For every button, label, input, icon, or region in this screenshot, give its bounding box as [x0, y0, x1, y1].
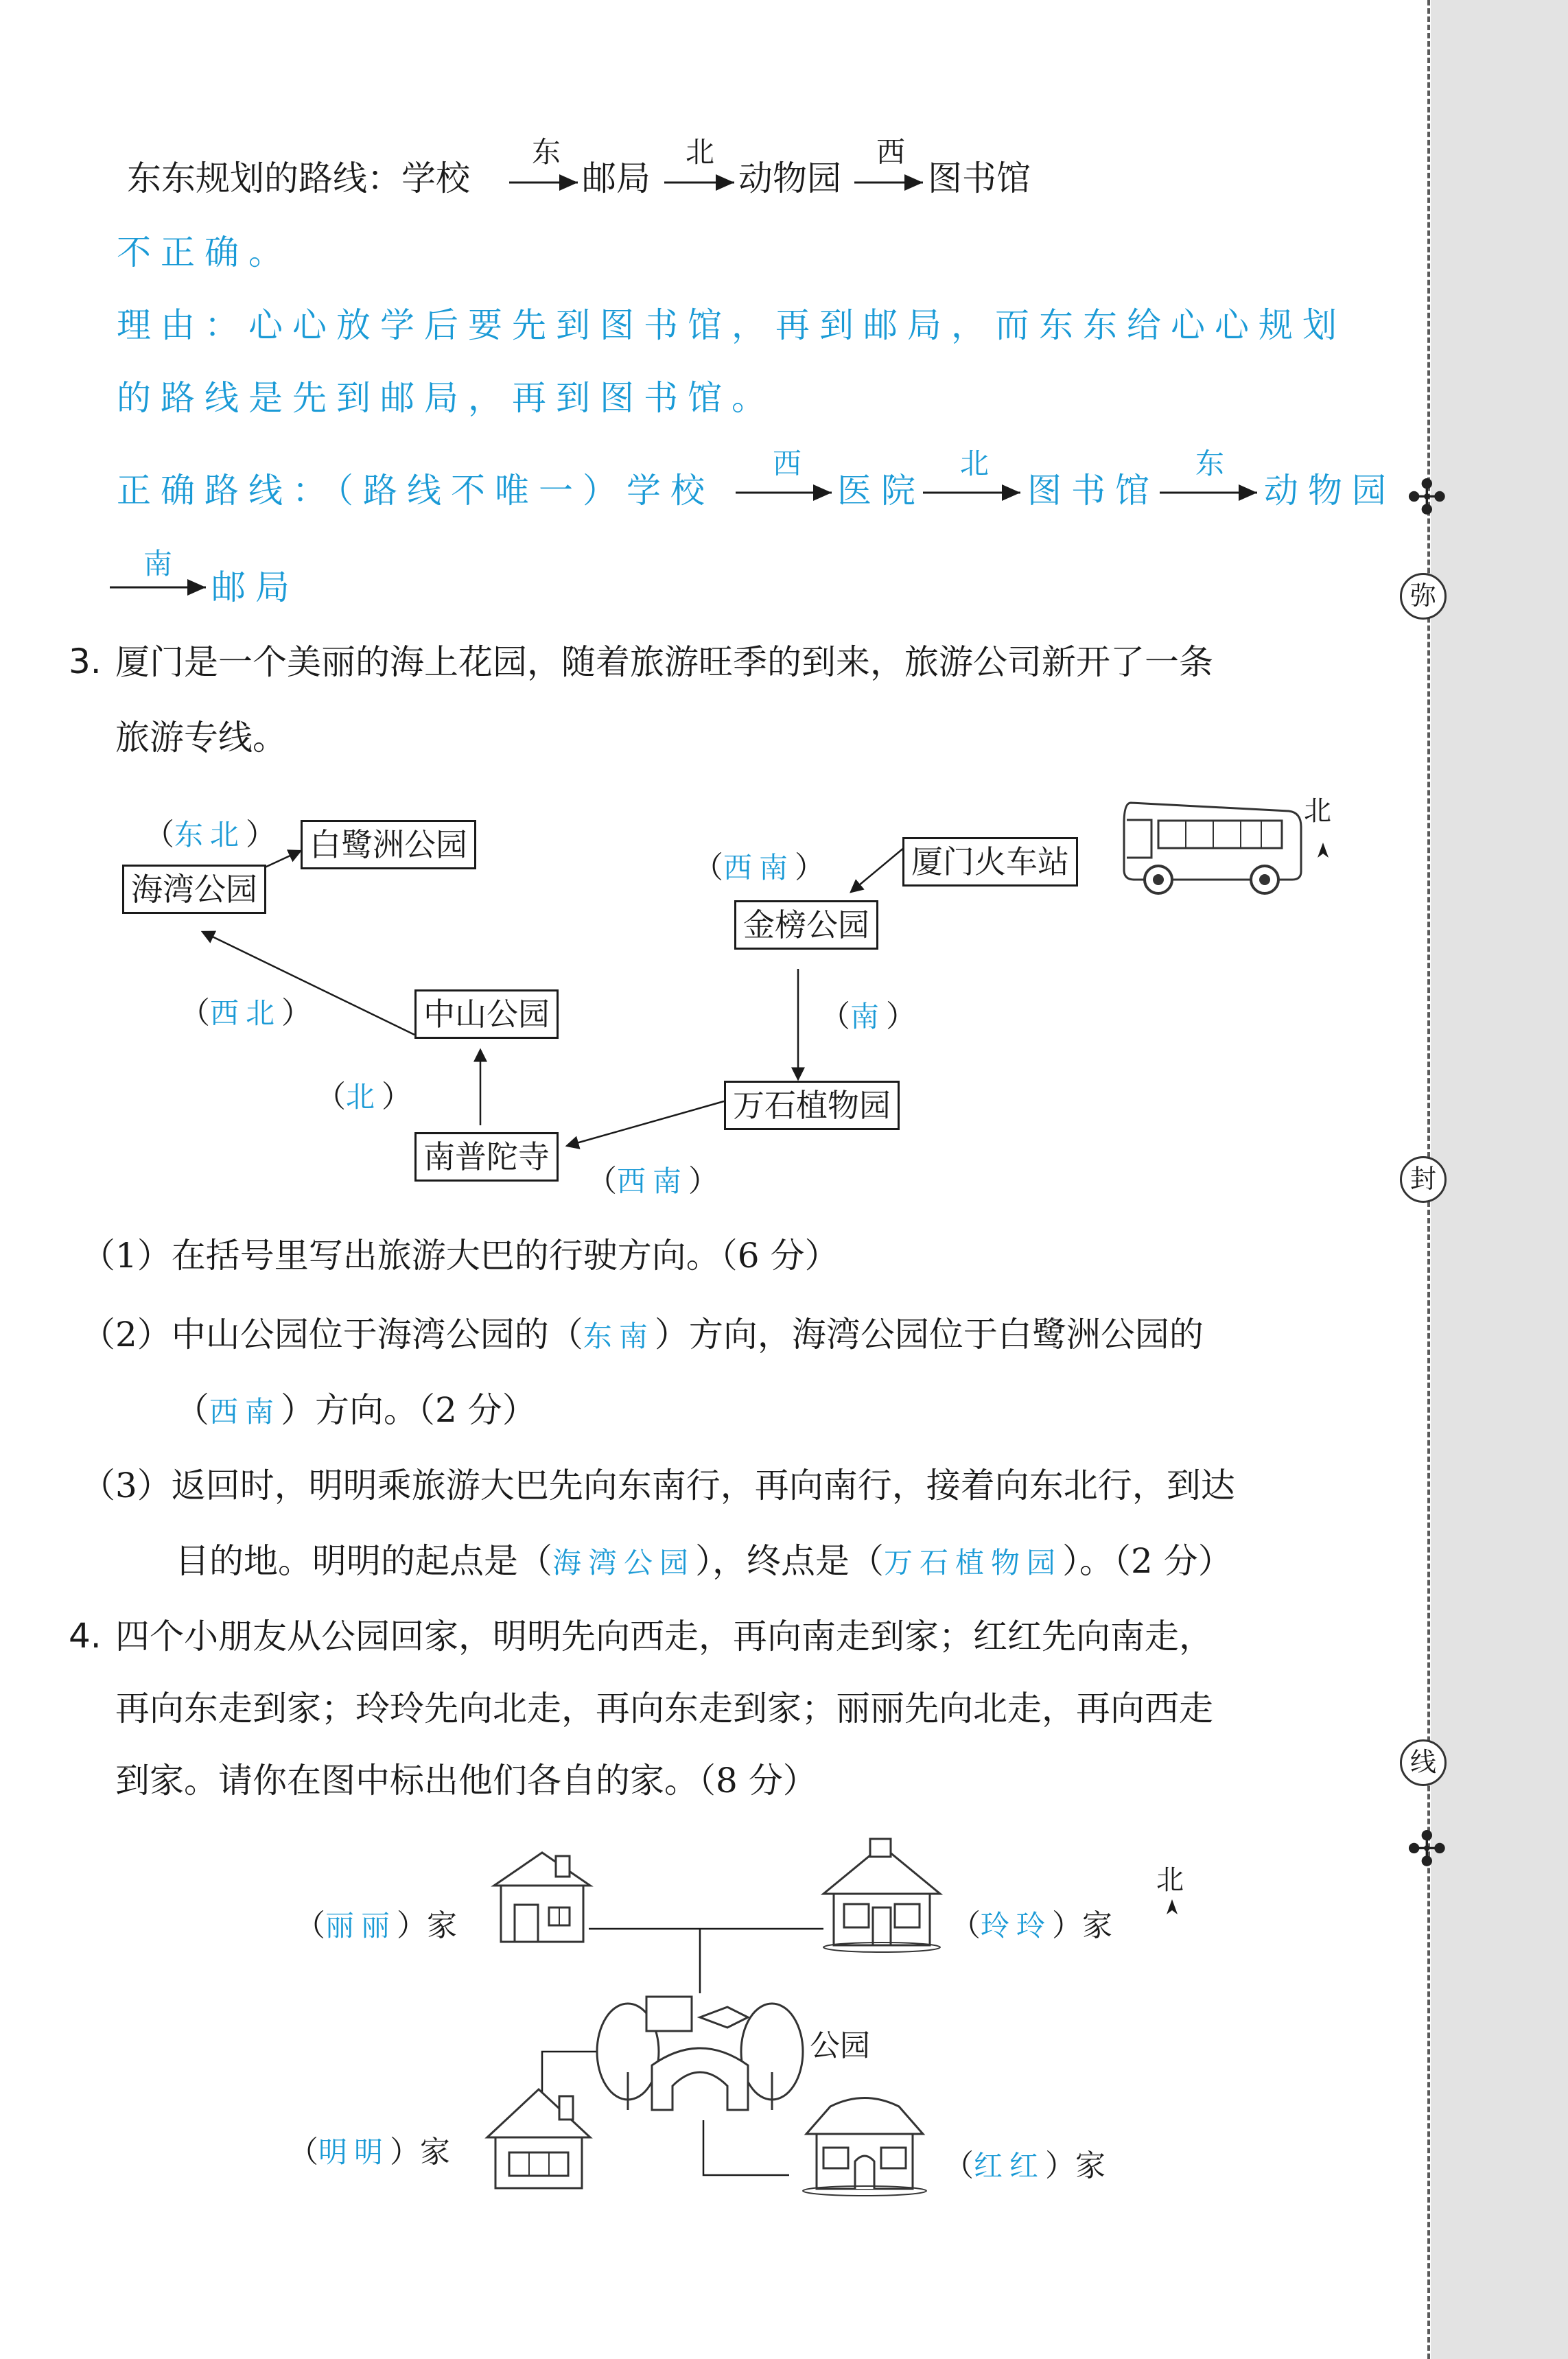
- q3-sub2-line2: （西南）方向。（2 分）: [175, 1390, 537, 1430]
- home-label-honghong: （红红）家: [944, 2148, 1106, 2183]
- answer-route-dir1: 西: [772, 447, 801, 480]
- answer-route-place4: 邮局: [211, 567, 299, 607]
- answer-route-place1: 医院: [837, 471, 925, 510]
- map-answer-nan: （南）: [820, 999, 917, 1034]
- q4-text-line3: 到家。请你在图中标出他们各自的家。（8 分）: [115, 1761, 817, 1800]
- north-arrow-icon-2: [1167, 1899, 1178, 1914]
- seal-mi: 弥: [1400, 573, 1447, 620]
- bus-icon: [1124, 803, 1301, 893]
- q3-sub3-line1: （3）返回时，明明乘旅游大巴先向东南行，再向南行，接着向东北行，到达: [81, 1466, 1235, 1505]
- map-answer-xinan2: （西南）: [587, 1164, 719, 1199]
- q3-text-line2: 旅游专线。: [115, 718, 287, 758]
- route-place2: 动物园: [738, 159, 841, 198]
- park-icon: [597, 1997, 803, 2110]
- route-label: 东东规划的路线：学校: [127, 159, 470, 198]
- home-label-lingling: （玲玲）家: [950, 1908, 1113, 1943]
- q3-sub1: （1）在括号里写出旅游大巴的行驶方向。（6 分）: [81, 1236, 839, 1276]
- house-lili-icon: [494, 1853, 590, 1942]
- route-dir1: 东: [531, 135, 561, 169]
- answer-reason-line2: 的路线是先到邮局，再到图书馆。: [117, 378, 775, 418]
- q3-sub3-line2: 目的地。明明的起点是（海湾公园），终点是（万石植物园）。（2 分）: [175, 1541, 1232, 1581]
- map-answer-dongbei: （东北）: [144, 817, 277, 852]
- house-lingling-icon: [823, 1839, 940, 1952]
- answer-reason-line1: 理由：心心放学后要先到图书馆，再到邮局，而东东给心心规划: [117, 305, 1346, 345]
- box-nanputuo: 南普陀寺: [414, 1132, 559, 1182]
- q3-text-line1: 厦门是一个美丽的海上花园，随着旅游旺季的到来，旅游公司新开了一条: [115, 642, 1213, 682]
- knot-ornament-bottom: ✣: [1407, 1821, 1447, 1877]
- route-dir3: 西: [876, 135, 905, 169]
- q4-text-line2: 再向东走到家；玲玲先向北走，再向东走到家；丽丽先向北走，再向西走: [115, 1689, 1213, 1728]
- map-answer-bei: （北）: [316, 1079, 412, 1114]
- q4-north-label: 北: [1156, 1864, 1184, 1896]
- q3-north-label: 北: [1304, 795, 1331, 827]
- box-wanshi: 万石植物园: [724, 1081, 900, 1130]
- box-xiamen-station: 厦门火车站: [902, 837, 1078, 887]
- route-place1: 邮局: [582, 159, 651, 198]
- box-haiwan: 海湾公园: [122, 865, 266, 914]
- box-jinbang: 金榜公园: [734, 900, 878, 950]
- map-answer-xibei: （西北）: [180, 996, 312, 1031]
- answer-route-place3: 动物园: [1264, 471, 1396, 510]
- answer-route-prefix: 正确路线：（路线不唯一）学校: [117, 471, 714, 510]
- park-label: 公园: [810, 2028, 870, 2063]
- seal-xian: 线: [1400, 1739, 1447, 1786]
- house-honghong-icon: [803, 2098, 926, 2196]
- knot-ornament-top: ✣: [1407, 469, 1447, 526]
- route-place3: 图书馆: [928, 159, 1031, 198]
- north-arrow-icon: [1318, 843, 1329, 858]
- q4-number: 4.: [69, 1616, 102, 1656]
- answer-route-place2: 图书馆: [1027, 471, 1159, 510]
- map-answer-xinan1: （西南）: [693, 850, 826, 885]
- box-zhongshan: 中山公园: [414, 989, 559, 1039]
- answer-route-dir2: 北: [959, 447, 989, 480]
- home-label-lili: （丽丽）家: [295, 1908, 458, 1943]
- answer-incorrect: 不正确。: [117, 233, 292, 272]
- answer-route-dir4: 南: [143, 547, 172, 580]
- house-mingming-icon: [487, 2089, 590, 2188]
- box-bailuzhou: 白鹭洲公园: [301, 820, 476, 869]
- answer-route-dir3: 东: [1195, 447, 1224, 480]
- q4-text-line1: 四个小朋友从公园回家，明明先向西走，再向南走到家；红红先向南走，: [115, 1617, 1213, 1656]
- seal-feng: 封: [1400, 1156, 1447, 1203]
- home-label-mingming: （明明）家: [288, 2135, 451, 2170]
- q3-number: 3.: [69, 642, 102, 681]
- route-dir2: 北: [685, 135, 714, 169]
- q3-sub2-line1: （2）中山公园位于海湾公园的（东南）方向，海湾公园位于白鹭洲公园的: [81, 1315, 1204, 1354]
